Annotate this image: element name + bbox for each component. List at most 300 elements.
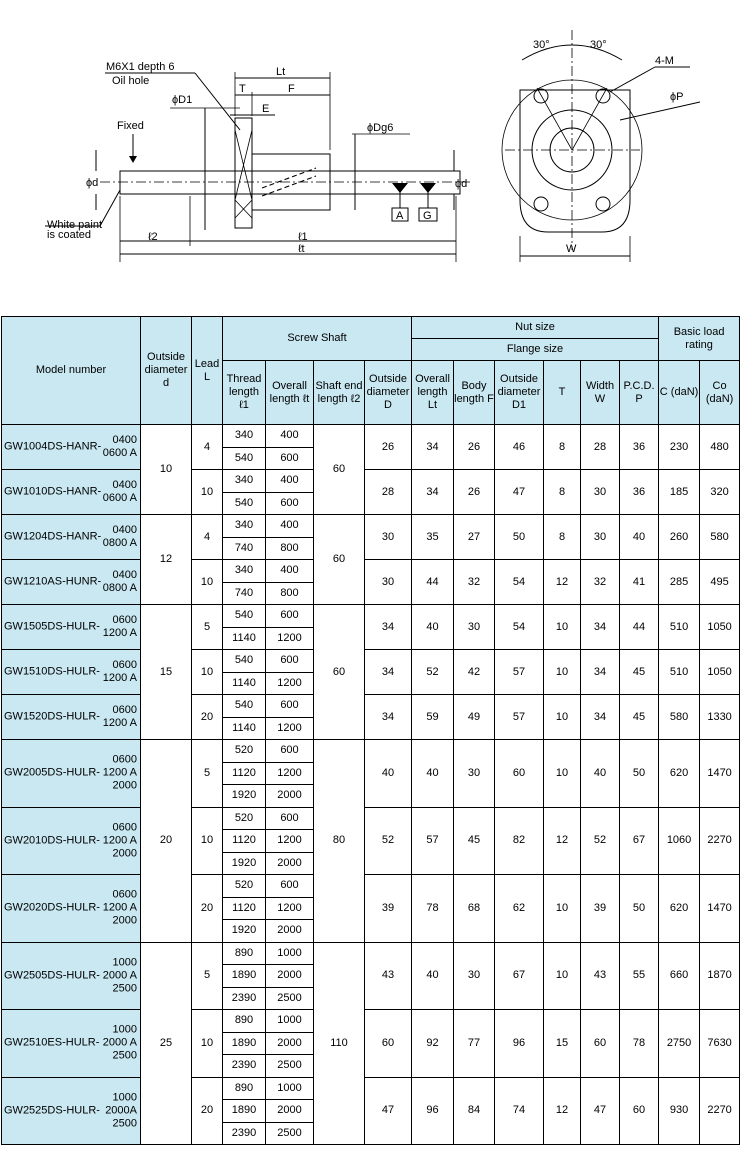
lead-cell: 5 [192, 605, 223, 650]
t-cell: 8 [544, 425, 581, 470]
pcd-cell: 50 [620, 875, 659, 943]
t-cell: 10 [544, 740, 581, 808]
header-lead: Lead L [192, 317, 223, 425]
model-base: GW2010DS-HULR- [4, 834, 100, 847]
label-d1: ϕD1 [172, 94, 193, 106]
overall-length-cell: 400 [266, 470, 314, 493]
header-shaft-end-length: Shaft end length ℓ2 [314, 361, 365, 425]
model-length-suffix: 0400 [112, 479, 137, 491]
width-cell: 47 [581, 1077, 620, 1145]
overall-length-cell: 2000 [266, 965, 314, 988]
load-c-cell: 510 [659, 605, 700, 650]
load-c-cell: 260 [659, 515, 700, 560]
label-e: E [262, 103, 270, 115]
load-c-cell: 1060 [659, 807, 700, 875]
thread-length-cell: 540 [223, 447, 266, 470]
load-co-cell: 7630 [700, 1010, 740, 1078]
flange-outside-diameter-cell: 67 [495, 942, 544, 1010]
pcd-cell: 67 [620, 807, 659, 875]
overall-length-cell: 2500 [266, 1055, 314, 1078]
load-co-cell: 1470 [700, 875, 740, 943]
thread-length-cell: 540 [223, 492, 266, 515]
overall-length-cell: 400 [266, 515, 314, 538]
width-cell: 34 [581, 695, 620, 740]
model-length-suffix: 1200 A [102, 901, 137, 914]
thread-length-cell: 2390 [223, 1122, 266, 1145]
nut-flange [235, 118, 252, 228]
model-base: GW1010DS-HANR- [4, 485, 102, 498]
model-length-suffix: 0600 [112, 659, 137, 671]
overall-length-cell: 800 [266, 537, 314, 560]
nut-overall-length-cell: 40 [412, 605, 454, 650]
nut-outside-diameter-cell: 26 [365, 425, 412, 470]
model-number-cell [2, 695, 141, 740]
lead-cell: 20 [192, 875, 223, 943]
body-length-cell: 49 [454, 695, 495, 740]
pcd-cell: 45 [620, 650, 659, 695]
label-width: W [566, 243, 577, 255]
label-holes: 4-M [655, 55, 674, 67]
body-length-cell: 84 [454, 1077, 495, 1145]
model-length-suffix: 1200 A [102, 672, 137, 684]
label-lt-total: ℓt [298, 243, 305, 255]
lead-cell: 5 [192, 942, 223, 1010]
load-c-cell: 620 [659, 740, 700, 808]
table-row [2, 740, 740, 763]
label-is-coated: is coated [47, 229, 92, 241]
table-row [2, 560, 740, 583]
table-row [2, 695, 740, 718]
t-cell: 10 [544, 650, 581, 695]
load-co-cell: 2270 [700, 807, 740, 875]
model-length-suffix: 0600 A [102, 492, 137, 504]
header-width: Width W [581, 361, 620, 425]
nut-outside-diameter-cell: 47 [365, 1077, 412, 1145]
body-length-cell: 77 [454, 1010, 495, 1078]
t-cell: 15 [544, 1010, 581, 1078]
width-cell: 34 [581, 650, 620, 695]
width-cell: 30 [581, 515, 620, 560]
model-length-suffix: 2000 A [102, 969, 137, 982]
body-length-cell: 30 [454, 605, 495, 650]
model-length-suffix: 2000A [105, 1104, 137, 1117]
nut-overall-length-cell: 40 [412, 942, 454, 1010]
model-base: GW1520DS-HULR- [4, 710, 100, 723]
thread-length-cell: 340 [223, 560, 266, 583]
model-base: GW2525DS-HULR- [4, 1104, 100, 1117]
load-c-cell: 930 [659, 1077, 700, 1145]
pcd-cell: 45 [620, 695, 659, 740]
outside-diameter-cell: 15 [141, 605, 192, 740]
thread-length-cell: 340 [223, 470, 266, 493]
flange-outside-diameter-cell: 57 [495, 650, 544, 695]
body-length-cell: 68 [454, 875, 495, 943]
thread-length-cell: 1890 [223, 1032, 266, 1055]
width-cell: 32 [581, 560, 620, 605]
label-fixed: Fixed [117, 120, 144, 132]
spec-table-body [2, 425, 740, 1145]
model-length-suffix: 1200 A [102, 627, 137, 639]
screw-shaft-outline [120, 171, 460, 194]
load-c-cell: 285 [659, 560, 700, 605]
overall-length-cell: 1200 [266, 627, 314, 650]
t-cell: 10 [544, 942, 581, 1010]
lead-cell: 10 [192, 560, 223, 605]
overall-length-cell: 1200 [266, 762, 314, 785]
thread-length-cell: 1920 [223, 920, 266, 943]
outside-diameter-cell: 25 [141, 942, 192, 1145]
nut-overall-length-cell: 59 [412, 695, 454, 740]
header-nut-outside-diameter: Outside diameter D [365, 361, 412, 425]
load-c-cell: 510 [659, 650, 700, 695]
thread-length-cell: 1920 [223, 852, 266, 875]
model-number-cell [2, 560, 141, 605]
model-number-cell [2, 740, 141, 808]
model-base: GW1505DS-HULR- [4, 620, 100, 633]
overall-length-cell: 2500 [266, 987, 314, 1010]
table-row [2, 650, 740, 673]
thread-length-cell: 520 [223, 807, 266, 830]
thread-length-cell: 520 [223, 875, 266, 898]
load-c-cell: 580 [659, 695, 700, 740]
label-d-left: ϕd [86, 177, 99, 189]
overall-length-cell: 2000 [266, 1032, 314, 1055]
flange-outside-diameter-cell: 82 [495, 807, 544, 875]
spec-table [1, 316, 740, 1145]
thread-length-cell: 1890 [223, 965, 266, 988]
overall-length-cell: 2000 [266, 852, 314, 875]
header-body-length: Body length F [454, 361, 495, 425]
body-length-cell: 30 [454, 942, 495, 1010]
width-cell: 43 [581, 942, 620, 1010]
overall-length-cell: 800 [266, 582, 314, 605]
pcd-cell: 50 [620, 740, 659, 808]
label-m6: M6X1 depth 6 [106, 61, 175, 73]
header-outside-diameter: Outside diameter d [141, 317, 192, 425]
label-oil-hole: Oil hole [112, 75, 150, 87]
thread-length-cell: 740 [223, 582, 266, 605]
shaft-end-length-cell: 110 [314, 942, 365, 1145]
thread-length-cell: 1120 [223, 762, 266, 785]
outside-diameter-cell: 12 [141, 515, 192, 605]
table-row [2, 605, 740, 628]
label-pcd: ϕP [670, 91, 684, 103]
load-co-cell: 320 [700, 470, 740, 515]
model-number-cell [2, 425, 141, 470]
thread-length-cell: 740 [223, 537, 266, 560]
model-base: GW2020DS-HULR- [4, 901, 100, 914]
header-pcd: P.C.D. P [620, 361, 659, 425]
width-cell: 28 [581, 425, 620, 470]
t-cell: 10 [544, 875, 581, 943]
body-length-cell: 42 [454, 650, 495, 695]
nut-outside-diameter-cell: 43 [365, 942, 412, 1010]
model-base: GW1210AS-HUNR- [4, 575, 102, 588]
model-length-suffix: 1000 [112, 1091, 137, 1104]
nut-overall-length-cell: 35 [412, 515, 454, 560]
body-length-cell: 32 [454, 560, 495, 605]
header-model: Model number [2, 317, 141, 425]
table-row [2, 875, 740, 898]
model-base: GW2005DS-HULR- [4, 766, 100, 779]
nut-outside-diameter-cell: 60 [365, 1010, 412, 1078]
model-number-cell [2, 650, 141, 695]
model-number-cell [2, 807, 141, 875]
load-c-cell: 185 [659, 470, 700, 515]
model-number-cell [2, 605, 141, 650]
overall-length-cell: 600 [266, 740, 314, 763]
load-co-cell: 1870 [700, 942, 740, 1010]
load-co-cell: 1470 [700, 740, 740, 808]
flange-outside-diameter-cell: 74 [495, 1077, 544, 1145]
nut-outside-diameter-cell: 39 [365, 875, 412, 943]
load-co-cell: 495 [700, 560, 740, 605]
thread-length-cell: 1140 [223, 717, 266, 740]
width-cell: 40 [581, 740, 620, 808]
model-number-cell [2, 1077, 141, 1145]
flange-outside-diameter-cell: 60 [495, 740, 544, 808]
table-row [2, 1010, 740, 1033]
pcd-cell: 40 [620, 515, 659, 560]
load-c-cell: 2750 [659, 1010, 700, 1078]
header-flange-size: Flange size [412, 339, 659, 361]
label-angle-left: 30° [533, 39, 550, 51]
pcd-cell: 55 [620, 942, 659, 1010]
lead-cell: 5 [192, 740, 223, 808]
body-length-cell: 30 [454, 740, 495, 808]
width-cell: 30 [581, 470, 620, 515]
model-length-suffix: 2500 [112, 1049, 137, 1062]
nut-overall-length-cell: 34 [412, 470, 454, 515]
nut-overall-length-cell: 44 [412, 560, 454, 605]
width-cell: 60 [581, 1010, 620, 1078]
flange-outside-diameter-cell: 46 [495, 425, 544, 470]
thread-length-cell: 540 [223, 650, 266, 673]
thread-length-cell: 890 [223, 1077, 266, 1100]
model-number-cell [2, 1010, 141, 1078]
model-length-suffix: 2000 [112, 914, 137, 927]
thread-length-cell: 1920 [223, 785, 266, 808]
thread-length-cell: 2390 [223, 987, 266, 1010]
thread-length-cell: 1140 [223, 672, 266, 695]
model-base: GW1510DS-HULR- [4, 665, 100, 678]
load-co-cell: 580 [700, 515, 740, 560]
load-co-cell: 2270 [700, 1077, 740, 1145]
overall-length-cell: 1000 [266, 1077, 314, 1100]
t-cell: 8 [544, 470, 581, 515]
body-length-cell: 26 [454, 470, 495, 515]
model-length-suffix: 0600 A [102, 447, 137, 459]
nut-outside-diameter-cell: 52 [365, 807, 412, 875]
flange-outside-diameter-cell: 96 [495, 1010, 544, 1078]
t-cell: 10 [544, 605, 581, 650]
overall-length-cell: 600 [266, 875, 314, 898]
width-cell: 52 [581, 807, 620, 875]
body-length-cell: 26 [454, 425, 495, 470]
thread-length-cell: 890 [223, 942, 266, 965]
model-length-suffix: 0600 [112, 888, 137, 901]
nut-outside-diameter-cell: 34 [365, 650, 412, 695]
pcd-cell: 41 [620, 560, 659, 605]
model-length-suffix: 2000 [112, 847, 137, 860]
lead-cell: 10 [192, 470, 223, 515]
overall-length-cell: 600 [266, 605, 314, 628]
model-length-suffix: 0600 [112, 614, 137, 626]
label-t: T [239, 83, 246, 95]
overall-length-cell: 600 [266, 447, 314, 470]
header-nut-size: Nut size [412, 317, 659, 339]
model-length-suffix: 1000 [112, 1023, 137, 1036]
nut-outside-diameter-cell: 30 [365, 560, 412, 605]
model-base: GW1204DS-HANR- [4, 530, 102, 543]
load-c-cell: 230 [659, 425, 700, 470]
pcd-cell: 36 [620, 470, 659, 515]
thread-length-cell: 890 [223, 1010, 266, 1033]
model-length-suffix: 2000 A [102, 1036, 137, 1049]
overall-length-cell: 1200 [266, 717, 314, 740]
load-co-cell: 1330 [700, 695, 740, 740]
nut-outside-diameter-cell: 34 [365, 605, 412, 650]
nut-outside-diameter-cell: 34 [365, 695, 412, 740]
flange-outside-diameter-cell: 62 [495, 875, 544, 943]
thread-length-cell: 1120 [223, 897, 266, 920]
header-c: C (daN) [659, 361, 700, 425]
overall-length-cell: 600 [266, 695, 314, 718]
thread-length-cell: 2390 [223, 1055, 266, 1078]
load-c-cell: 620 [659, 875, 700, 943]
overall-length-cell: 1000 [266, 1010, 314, 1033]
table-row [2, 942, 740, 965]
label-datum-a: A [396, 210, 404, 222]
t-cell: 10 [544, 695, 581, 740]
nut-overall-length-cell: 40 [412, 740, 454, 808]
nut-outside-diameter-cell: 40 [365, 740, 412, 808]
overall-length-cell: 600 [266, 492, 314, 515]
width-cell: 39 [581, 875, 620, 943]
t-cell: 12 [544, 560, 581, 605]
model-number-cell [2, 875, 141, 943]
model-length-suffix: 0400 [112, 569, 137, 581]
lead-cell: 4 [192, 425, 223, 470]
model-number-cell [2, 942, 141, 1010]
thread-length-cell: 1890 [223, 1100, 266, 1123]
table-row [2, 425, 740, 448]
model-length-suffix: 2500 [112, 982, 137, 995]
header-overall-length: Overall length ℓt [266, 361, 314, 425]
lead-cell: 4 [192, 515, 223, 560]
model-length-suffix: 2500 [112, 1117, 137, 1130]
model-length-suffix: 1200 A [102, 834, 137, 847]
table-row [2, 515, 740, 538]
outside-diameter-cell: 10 [141, 425, 192, 515]
flange-outside-diameter-cell: 57 [495, 695, 544, 740]
overall-length-cell: 2000 [266, 1100, 314, 1123]
nut-overall-length-cell: 78 [412, 875, 454, 943]
nut-overall-length-cell: 52 [412, 650, 454, 695]
flange-outside-diameter-cell: 54 [495, 605, 544, 650]
model-base: GW1004DS-HANR- [4, 440, 102, 453]
header-basic-load: Basic load rating [659, 317, 740, 361]
model-length-suffix: 0600 [112, 704, 137, 716]
load-co-cell: 1050 [700, 650, 740, 695]
label-d-right: ϕd [455, 178, 468, 190]
model-length-suffix: 2000 [112, 779, 137, 792]
table-row [2, 470, 740, 493]
flange-outside-diameter-cell: 47 [495, 470, 544, 515]
nut-overall-length-cell: 57 [412, 807, 454, 875]
shaft-end-length-cell: 60 [314, 515, 365, 605]
shaft-end-length-cell: 60 [314, 605, 365, 740]
overall-length-cell: 400 [266, 560, 314, 583]
label-l2: ℓ2 [148, 231, 158, 243]
pcd-cell: 44 [620, 605, 659, 650]
flange-outside-diameter-cell: 54 [495, 560, 544, 605]
overall-length-cell: 1200 [266, 672, 314, 695]
header-nut-overall-length: Overall length Lt [412, 361, 454, 425]
body-length-cell: 27 [454, 515, 495, 560]
model-base: GW2510ES-HULR- [4, 1036, 100, 1049]
overall-length-cell: 400 [266, 425, 314, 448]
overall-length-cell: 600 [266, 807, 314, 830]
nut-outside-diameter-cell: 28 [365, 470, 412, 515]
model-number-cell [2, 470, 141, 515]
table-row [2, 1077, 740, 1100]
shaft-end-length-cell: 80 [314, 740, 365, 943]
thread-length-cell: 520 [223, 740, 266, 763]
shaft-end-length-cell: 60 [314, 425, 365, 515]
model-length-suffix: 0400 [112, 524, 137, 536]
width-cell: 34 [581, 605, 620, 650]
model-length-suffix: 0400 [112, 434, 137, 446]
label-l1: ℓ1 [298, 231, 308, 243]
body-length-cell: 45 [454, 807, 495, 875]
t-cell: 12 [544, 1077, 581, 1145]
thread-length-cell: 1140 [223, 627, 266, 650]
pcd-cell: 78 [620, 1010, 659, 1078]
lead-cell: 10 [192, 807, 223, 875]
model-base: GW2505DS-HULR- [4, 969, 100, 982]
t-cell: 8 [544, 515, 581, 560]
nut-overall-length-cell: 96 [412, 1077, 454, 1145]
lead-cell: 10 [192, 650, 223, 695]
technical-drawing [0, 0, 740, 300]
thread-length-cell: 540 [223, 695, 266, 718]
pcd-cell: 36 [620, 425, 659, 470]
nut-overall-length-cell: 34 [412, 425, 454, 470]
overall-length-cell: 600 [266, 650, 314, 673]
model-length-suffix: 0600 [112, 821, 137, 834]
outside-diameter-cell: 20 [141, 740, 192, 943]
model-length-suffix: 0800 A [102, 537, 137, 549]
overall-length-cell: 2000 [266, 785, 314, 808]
header-t: T [544, 361, 581, 425]
label-white-paint: White paint [47, 219, 103, 231]
thread-length-cell: 540 [223, 605, 266, 628]
thread-length-cell: 1120 [223, 830, 266, 853]
label-angle-right: 30° [590, 39, 607, 51]
label-lt: Lt [276, 66, 286, 78]
load-co-cell: 480 [700, 425, 740, 470]
model-length-suffix: 0800 A [102, 582, 137, 594]
overall-length-cell: 2500 [266, 1122, 314, 1145]
load-c-cell: 660 [659, 942, 700, 1010]
model-length-suffix: 1200 A [102, 766, 137, 779]
t-cell: 12 [544, 807, 581, 875]
overall-length-cell: 1000 [266, 942, 314, 965]
model-length-suffix: 1200 A [102, 717, 137, 729]
header-flange-outside-diameter: Outside diameter D1 [495, 361, 544, 425]
table-row [2, 807, 740, 830]
